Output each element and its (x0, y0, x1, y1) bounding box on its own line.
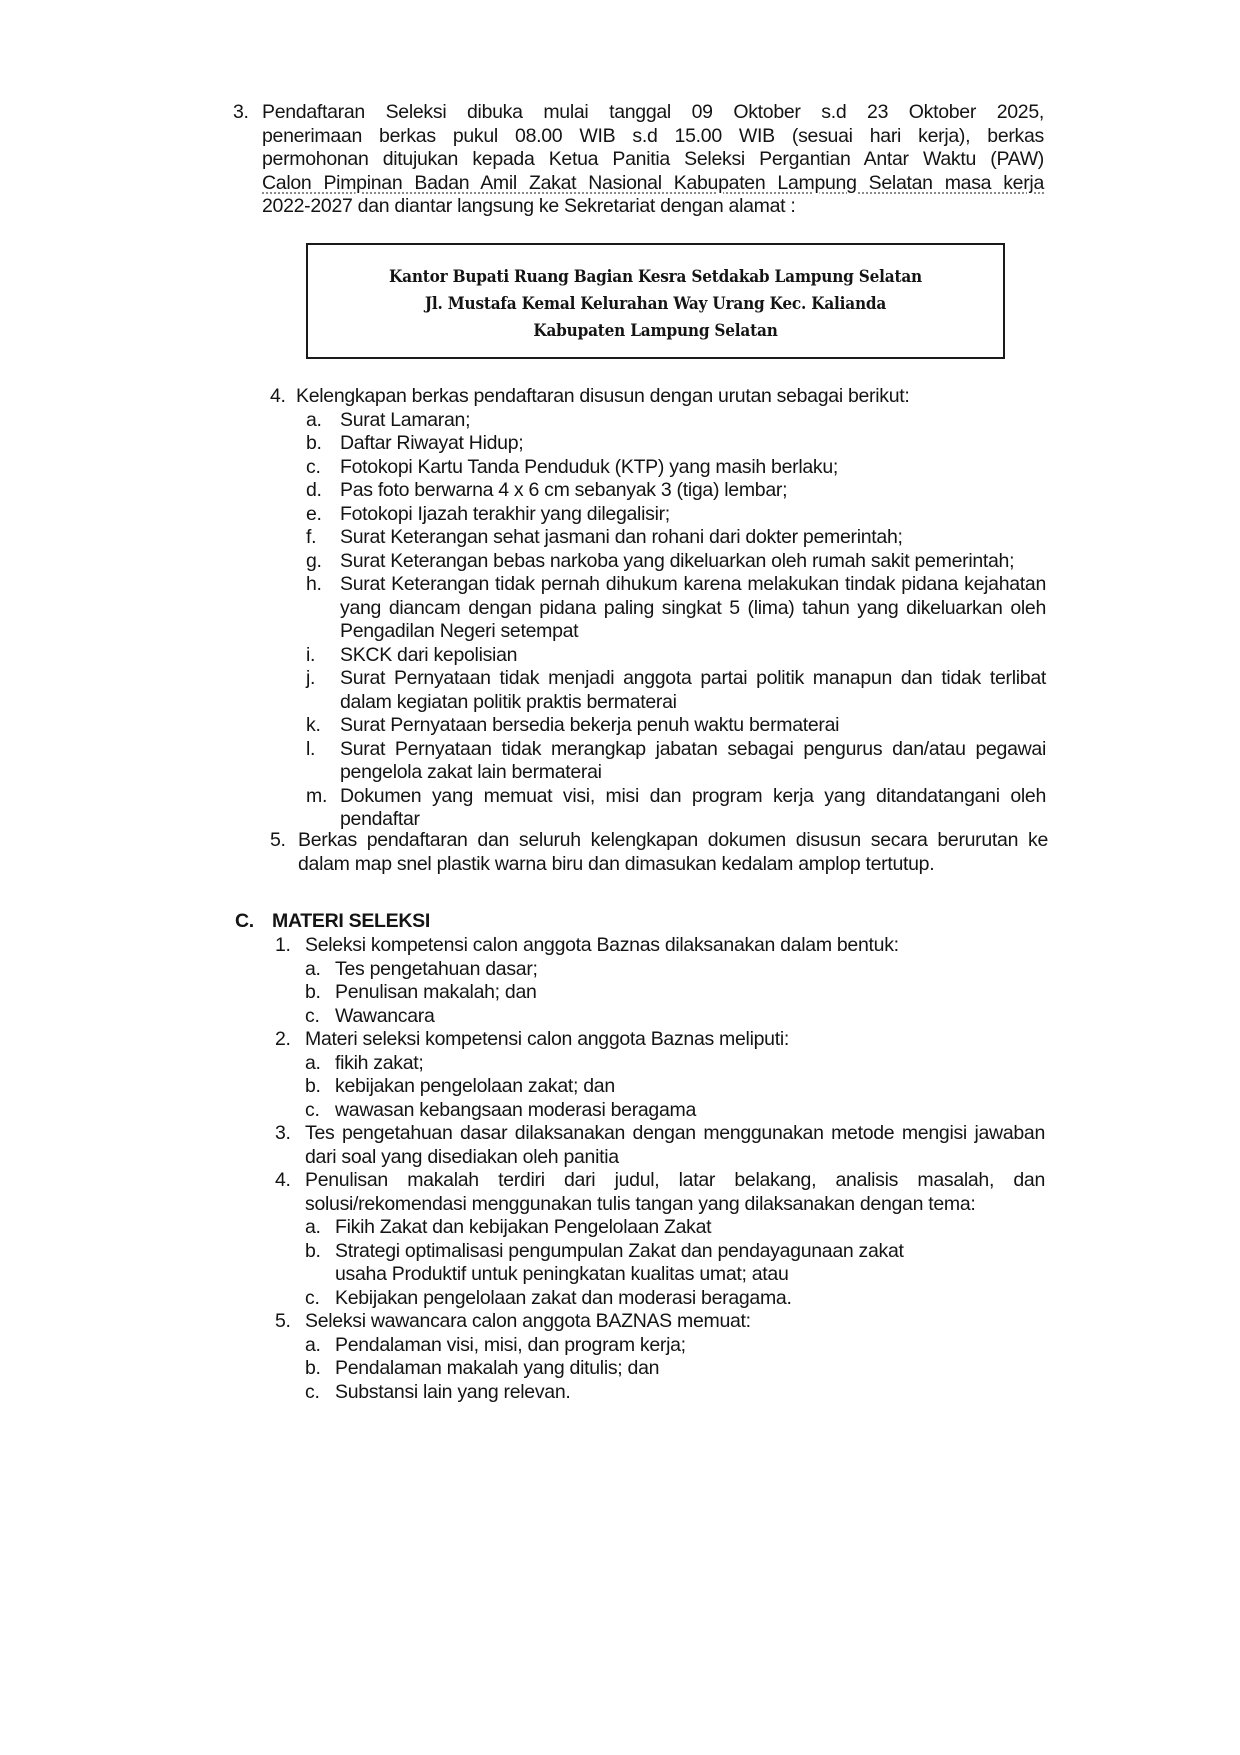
list-item (275, 934, 1045, 1028)
address-line: Kabupaten Lampung Selatan (533, 321, 778, 341)
list-letter: c. (305, 1098, 320, 1121)
list-text: Penulisan makalah; dan (335, 981, 537, 1003)
list-item (296, 432, 1046, 456)
text-line: permohonan ditujukan kepada Ketua Panitia Seleksi Pergantian Antar Waktu (PAW) (262, 148, 1044, 170)
section-title: MATERI SELEKSI (272, 910, 430, 932)
list-letter: h. (306, 573, 322, 595)
sub-item (305, 1334, 1045, 1358)
sub-item (305, 1287, 1045, 1311)
list-letter: b. (305, 1075, 321, 1097)
list-letter: j. (306, 667, 316, 689)
list-letter: d. (306, 479, 322, 501)
sub-item (305, 981, 1045, 1005)
list-letter: a. (305, 957, 321, 980)
list-text: Surat Lamaran; (340, 408, 471, 431)
secretariat-address-box (306, 243, 1005, 359)
list-text: Kebijakan pengelolaan zakat dan moderasi beragama. (335, 1286, 792, 1309)
list-text: Surat Pernyataan tidak merangkap jabatan sebagai pengurus dan/atau pegawai pengelola zakat lain bermaterai (340, 737, 1046, 783)
list-item (296, 644, 1046, 668)
list-item (275, 1122, 1045, 1169)
list-text: Dokumen yang memuat visi, misi dan program kerja yang ditandatangani oleh pendaftar (340, 784, 1046, 830)
list-letter: l. (306, 737, 316, 760)
requirements-list (296, 409, 1046, 832)
list-item (296, 738, 1046, 785)
sub-item (305, 1216, 1045, 1240)
folder-instructions-item (270, 829, 1048, 876)
list-text: Surat Pernyataan bersedia bekerja penuh waktu bermaterai (340, 714, 840, 736)
sub-item (305, 1075, 1045, 1099)
text-line: 2022-2027 dan diantar langsung ke Sekretariat dengan alamat : (262, 195, 796, 217)
sub-item (305, 1381, 1045, 1405)
sub-item (305, 1005, 1045, 1029)
registration-schedule-item (233, 101, 1044, 219)
list-letter: i. (306, 643, 316, 666)
list-letter: c. (306, 455, 321, 478)
list-text: wawasan kebangsaan moderasi beragama (335, 1098, 697, 1121)
list-letter: f. (306, 526, 317, 548)
document-requirements-item (270, 385, 1046, 832)
list-letter: a. (305, 1216, 321, 1238)
section-letter: C. (235, 910, 254, 932)
list-text: Strategi optimalisasi pengumpulan Zakat dan pendayagunaan zakat usaha Produktif untuk peningkatan kualitas umat; atau (335, 1239, 904, 1285)
list-text: Fikih Zakat dan kebijakan Pengelolaan Zakat (335, 1216, 712, 1238)
list-text: SKCK dari kepolisian (340, 643, 518, 666)
list-text: Surat Keterangan sehat jasmani dan rohani dari dokter pemerintah; (340, 526, 903, 548)
list-item (275, 1169, 1045, 1310)
item-number: 5. (270, 829, 286, 851)
item-number: 3. (233, 101, 249, 123)
list-text: Pendalaman makalah yang ditulis; dan (335, 1357, 660, 1379)
item-text: Seleksi wawancara calon anggota BAZNAS memuat: (305, 1310, 751, 1332)
list-letter: a. (305, 1051, 321, 1074)
item-text: Penulisan makalah terdiri dari judul, latar belakang, analisis masalah, dan solusi/rekomendasi menggunakan tulis tangan yang dilaksanakan dengan tema: (305, 1169, 1045, 1215)
list-text: kebijakan pengelolaan zakat; dan (335, 1075, 615, 1097)
list-text: Substansi lain yang relevan. (335, 1380, 571, 1403)
item-text: Seleksi kompetensi calon anggota Baznas dilaksanakan dalam bentuk: (305, 934, 899, 956)
item-text: Kelengkapan berkas pendaftaran disusun dengan urutan sebagai berikut: (296, 385, 910, 407)
list-item (296, 456, 1046, 480)
item-text: Materi seleksi kompetensi calon anggota Baznas meliputi: (305, 1028, 789, 1050)
list-text: Pendalaman visi, misi, dan program kerja; (335, 1333, 686, 1356)
item-number: 1. (275, 934, 291, 956)
list-letter: a. (305, 1333, 321, 1356)
item-number: 5. (275, 1310, 291, 1332)
item-text: Berkas pendaftaran dan seluruh kelengkapan dokumen disusun secara berurutan ke dalam map snel plastik warna biru dan dimasukan kedalam amplop tertutup. (298, 829, 1048, 875)
item-number: 4. (270, 385, 286, 407)
sub-item (305, 1357, 1045, 1381)
list-item (296, 409, 1046, 433)
list-item (296, 573, 1046, 644)
item-text: Tes pengetahuan dasar dilaksanakan dengan menggunakan metode mengisi jawaban dari soal yang disediakan oleh panitia (305, 1122, 1045, 1168)
list-item (275, 1028, 1045, 1122)
list-letter: b. (305, 1239, 321, 1262)
text-line: Pendaftaran Seleksi dibuka mulai tanggal 09 Oktober s.d 23 Oktober 2025, (262, 101, 1044, 123)
list-letter: c. (305, 1286, 320, 1309)
list-letter: b. (305, 981, 321, 1003)
sub-item (305, 1240, 1045, 1287)
list-text: Daftar Riwayat Hidup; (340, 432, 524, 454)
list-letter: g. (306, 549, 322, 572)
list-text: fikih zakat; (335, 1051, 424, 1074)
address-line: Kantor Bupati Ruang Bagian Kesra Setdakab Lampung Selatan (389, 267, 922, 287)
list-item (296, 479, 1046, 503)
list-item (296, 667, 1046, 714)
text-line: Calon Pimpinan Badan Amil Zakat Nasional Kabupaten Lampung Selatan masa kerja (262, 171, 1044, 194)
address-line: Jl. Mustafa Kemal Kelurahan Way Urang Kec. Kalianda (424, 294, 887, 314)
list-letter: c. (305, 1004, 320, 1027)
item-number: 3. (275, 1122, 291, 1144)
list-text: Tes pengetahuan dasar; (335, 957, 538, 980)
sub-item (305, 1099, 1045, 1123)
list-letter: a. (306, 408, 322, 431)
list-letter: k. (306, 714, 321, 736)
list-item (296, 526, 1046, 550)
list-text: Fotokopi Kartu Tanda Penduduk (KTP) yang masih berlaku; (340, 455, 839, 478)
item-number: 2. (275, 1028, 291, 1050)
list-text: Surat Keterangan tidak pernah dihukum karena melakukan tindak pidana kejahatan yang diancam dengan pidana paling singkat 5 (lima) tahun yang dikeluarkan oleh Pengadilan Negeri setempat (340, 573, 1046, 642)
selection-material-list (275, 934, 1045, 1404)
list-item (275, 1310, 1045, 1404)
list-letter: e. (306, 502, 322, 525)
sub-item (305, 958, 1045, 982)
text-line: penerimaan berkas pukul 08.00 WIB s.d 15.00 WIB (sesuai hari kerja), berkas (262, 124, 1044, 147)
list-letter: m. (306, 784, 328, 807)
item-number: 4. (275, 1169, 291, 1191)
list-text: Pas foto berwarna 4 x 6 cm sebanyak 3 (tiga) lembar; (340, 479, 788, 501)
list-text: Wawancara (335, 1004, 435, 1027)
list-item (296, 714, 1046, 738)
list-text: Surat Keterangan bebas narkoba yang dikeluarkan oleh rumah sakit pemerintah; (340, 549, 1015, 572)
list-text: Surat Pernyataan tidak menjadi anggota partai politik manapun dan tidak terlibat dalam kegiatan politik praktis bermaterai (340, 667, 1046, 713)
list-letter: b. (305, 1357, 321, 1379)
list-item (296, 785, 1046, 832)
sub-item (305, 1052, 1045, 1076)
list-text: Fotokopi Ijazah terakhir yang dilegalisir; (340, 502, 670, 525)
list-letter: b. (306, 432, 322, 454)
list-letter: c. (305, 1380, 320, 1403)
list-item (296, 503, 1046, 527)
list-item (296, 550, 1046, 574)
